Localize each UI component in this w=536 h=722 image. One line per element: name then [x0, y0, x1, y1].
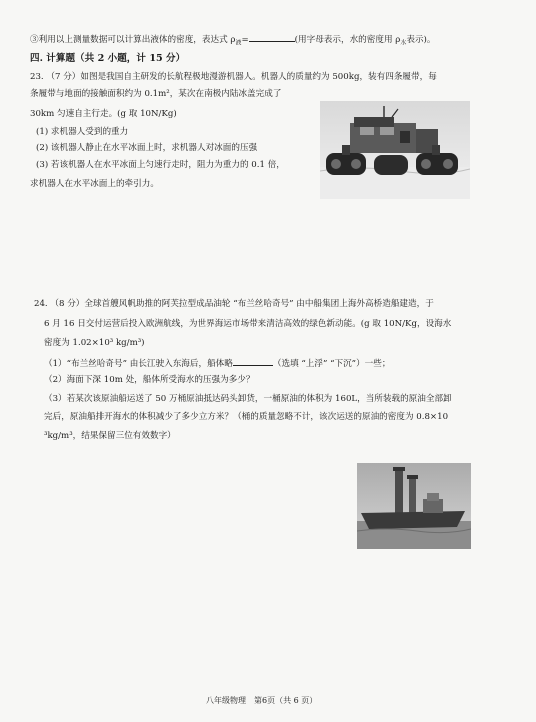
q22-item3-eq: = [241, 35, 249, 45]
q22-item3-subscript: 液 [235, 39, 242, 47]
q24-part-3-cont: 完后，原油船排开海水的体积减少了多少立方米？（桶的质量忽略不计，该次运送的原油的密度为 0.8×10 [44, 412, 449, 422]
q24-line-1: 24. （8 分）全球首艘风帆助推的阿芙拉型成品油轮 “布兰丝哈奇号” 由中船集团上海外高桥造船建造，于 [34, 299, 434, 309]
q24-part-1 [44, 356, 390, 370]
q24-part-3: （3）若某次该原油船运送了 50 万桶原油抵达码头卸货，一桶原油的体积为 160L，当所装载的原油全部卸 [44, 394, 452, 404]
q22-item3 [30, 32, 436, 50]
q23-part-2: (2) 该机器人静止在水平冰面上时，求机器人对冰面的压强 [36, 143, 258, 153]
q23-line-2: 条履带与地面的接触面积约为 0.1m²，某次在南极内陆冰盖完成了 [30, 89, 282, 99]
q22-item3-subscript-2: 水 [400, 39, 407, 47]
q24-part-2: （2）海面下深 10m 处，船体所受海水的压强为多少？ [44, 375, 255, 385]
q22-item3-text-c: 表示)。 [406, 35, 436, 45]
q23-line-1: 23. （7 分）如图是我国自主研发的长航程极地漫游机器人。机器人的质量约为 500kg，装有四条履带，每 [30, 72, 437, 82]
q23-part-3-cont: 求机器人在水平冰面上的牵引力。 [30, 179, 159, 189]
q23-part-3: (3) 若该机器人在水平冰面上匀速行走时，阻力为重力的 0.1 倍， [36, 160, 285, 170]
tanker-photo [357, 463, 471, 549]
q24-part-3-cont-2: ³kg/m³，结果保留三位有效数字） [44, 431, 176, 441]
q22-item3-text-b: (用字母表示，水的密度用 ρ [294, 35, 401, 45]
page-footer: 八年级物理 第6页（共 6 页） [206, 696, 318, 705]
q24-part-1-text-a: （1）“布兰丝哈奇号” 由长江驶入东海后，船体略 [44, 359, 233, 369]
q24-line-2: 6 月 16 日交付运营后投入欧洲航线，为世界海运市场带来清洁高效的绿色新动能。(g 取 10N/Kg，设海水 [44, 319, 452, 329]
tanker-illustration [357, 463, 471, 549]
polar-robot-illustration [320, 101, 470, 199]
q24-line-3: 密度为 1.02×10³ kg/m³) [44, 338, 145, 348]
q23-line-3: 30km 匀速自主行走。(g 取 10N/Kg) [30, 109, 177, 119]
q24-answer-blank[interactable] [233, 356, 273, 366]
q22-item3-text-a: ③利用以上测量数据可以计算出液体的密度，表达式 ρ [30, 35, 236, 45]
q23-part-1: (1) 求机器人受到的重力 [36, 127, 129, 137]
q24-part-1-text-b: （选填 “上浮” “下沉”）一些； [272, 359, 391, 369]
q22-answer-blank[interactable] [249, 32, 295, 42]
polar-robot-photo [320, 101, 470, 199]
section-4-heading: 四. 计算题（共 2 小题，计 15 分） [30, 53, 186, 64]
